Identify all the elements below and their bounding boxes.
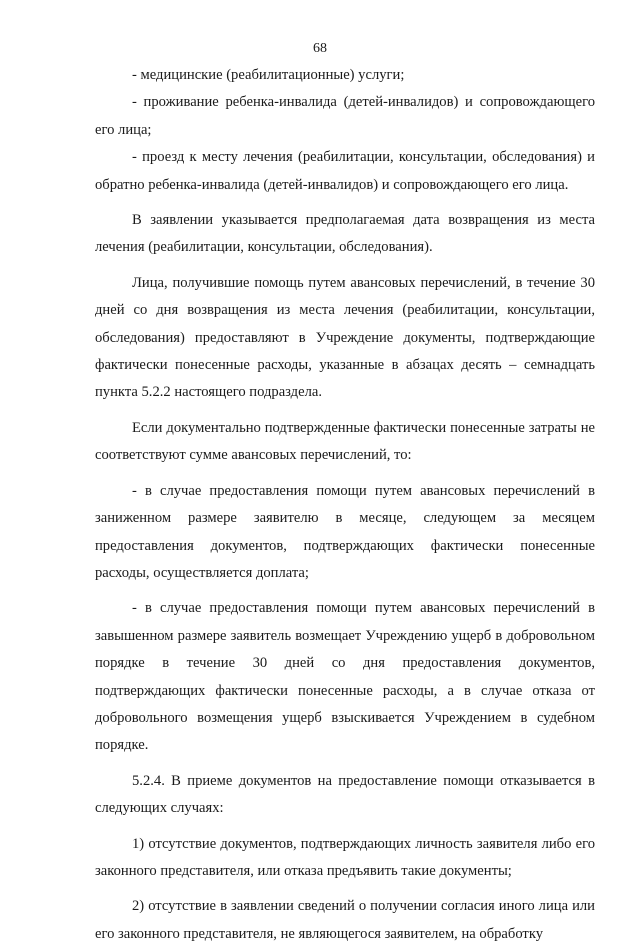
paragraph-6: Если документально подтвержденные фактически понесенные затраты не соответствуют сумме авансовых перечислений, то: <box>95 419 595 464</box>
paragraph-5: Лица, получившие помощь путем авансовых перечислений, в течение 30 дней со дня возвращения из места лечения (реабилитации, консультации, обследования) предоставляют в Учреждение документы, подтверждающие фактически понесенные расходы, указанные в абзацах десять – семнадцать пункта 5.2.2 настоящего подраздела. <box>95 274 595 401</box>
page-number: 68 <box>313 41 327 56</box>
paragraph-2: - проживание ребенка-инвалида (детей-инвалидов) и сопровождающего его лица; <box>95 94 595 138</box>
paragraph-8: - в случае предоставления помощи путем авансовых перечислений в завышенном размере заявитель возмещает Учреждению ущерб в добровольном порядке в течение 30 дней со дня предоставления документов, подтверждающих фактически понесенные расходы, а в случае отказа от добровольного возмещения ущерб взыскивается Учреждением в судебном порядке. <box>95 600 595 754</box>
paragraph-9: 5.2.4. В приеме документов на предоставление помощи отказывается в следующих случаях: <box>95 772 595 817</box>
paragraph-4: В заявлении указывается предполагаемая дата возвращения из места лечения (реабилитации, консультации, обследования). <box>95 212 595 256</box>
paragraph-10: 1) отсутствие документов, подтверждающих личность заявителя либо его законного представителя, или отказа предъявить такие документы; <box>95 835 595 879</box>
paragraph-1: - медицинские (реабилитационные) услуги; <box>132 67 405 83</box>
paragraph-7: - в случае предоставления помощи путем авансовых перечислений в заниженном размере заявителю в месяце, следующем за месяцем предоставления документов, подтверждающих фактически понесенные расходы, осуществляется доплата; <box>95 482 595 581</box>
paragraph-3: - проезд к месту лечения (реабилитации, консультации, обследования) и обратно ребенка-инвалида (детей-инвалидов) и сопровождающего его лица. <box>95 149 595 193</box>
document-body <box>95 62 595 948</box>
paragraph-11: 2) отсутствие в заявлении сведений о получении согласия иного лица или его законного представителя, не являющегося заявителем, на обработку <box>95 898 595 942</box>
